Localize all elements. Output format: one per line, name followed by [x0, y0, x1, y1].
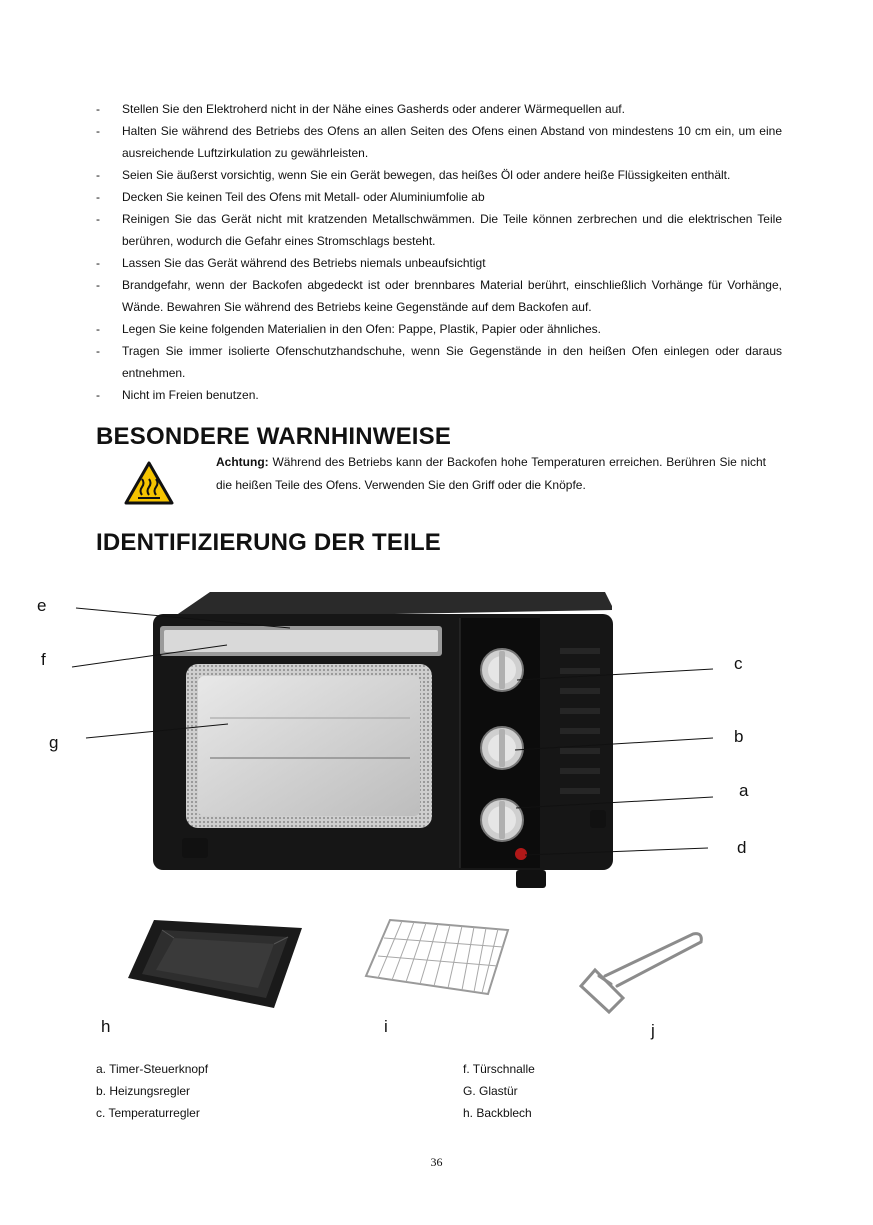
- bullet-item: - Tragen Sie immer isolierte Ofenschutzhandschuhe, wenn Sie Gegenstände in den heißen Ofen einlegen oder daraus entnehmen.: [96, 344, 782, 380]
- callout-c: c: [734, 654, 743, 673]
- bullet-item: - Nicht im Freien benutzen.: [96, 388, 259, 402]
- baking-tray-illustration: [124, 912, 306, 1014]
- warning-text: [216, 451, 766, 497]
- bullet-item: - Reinigen Sie das Gerät nicht mit kratzenden Metallschwämmen. Die Teile können zerbrechen und die elektrischen Teile berühren, wodurch die Gefahr eines Stromschlags besteht.: [96, 212, 782, 248]
- bullet-item: - Decken Sie keinen Teil des Ofens mit Metall- oder Aluminiumfolie ab: [96, 190, 485, 204]
- parts-heading: IDENTIFIZIERUNG DER TEILE: [96, 529, 442, 556]
- parts-legend-left: [96, 1058, 208, 1124]
- warning-label: Achtung:: [216, 455, 269, 469]
- legend-item: h. Backblech: [463, 1106, 532, 1120]
- callout-a: a: [739, 781, 749, 800]
- bullet-item: - Halten Sie während des Betriebs des Ofens an allen Seiten des Ofens einen Abstand von mindestens 10 cm ein, um eine ausreichende Luftzirkulation zu gewährleisten.: [96, 124, 782, 160]
- callout-b: b: [734, 727, 744, 746]
- legend-item: c. Temperaturregler: [96, 1106, 200, 1120]
- bullet-item: - Legen Sie keine folgenden Materialien in den Ofen: Pappe, Plastik, Papier oder ähnliches.: [96, 322, 601, 336]
- oven-illustration: [150, 588, 620, 898]
- page-number: 36: [430, 1155, 443, 1169]
- legend-item: f. Türschnalle: [463, 1062, 535, 1076]
- warning-body: Während des Betriebs kann der Backofen hohe Temperaturen erreichen. Berühren Sie nicht die heißen Teile des Ofens. Verwenden Sie den Griff oder die Knöpfe.: [216, 455, 766, 492]
- callout-j: j: [651, 1021, 655, 1040]
- callout-h: h: [101, 1017, 111, 1036]
- warning-heading: BESONDERE WARNHINWEISE: [96, 423, 452, 450]
- bullet-item: - Brandgefahr, wenn der Backofen abgedeckt ist oder brennbares Material berührt, einschließlich Vorhänge für Vorhänge, Wände. Bewahren Sie während des Betriebs keine Gegenstände auf dem Backofen auf.: [96, 278, 782, 314]
- bullet-item: - Stellen Sie den Elektroherd nicht in der Nähe eines Gasherds oder anderer Wärmequellen auf.: [96, 102, 625, 116]
- tray-handle-illustration: [565, 924, 711, 1020]
- hot-surface-warning-icon: [124, 461, 174, 505]
- callout-i: i: [384, 1017, 388, 1036]
- bullet-item: - Lassen Sie das Gerät während des Betriebs niemals unbeaufsichtigt: [96, 256, 486, 270]
- callout-e: e: [37, 596, 47, 615]
- parts-legend-right: [463, 1058, 535, 1124]
- callout-g: g: [49, 733, 59, 752]
- safety-bullet-list: [96, 98, 782, 406]
- callout-f: f: [41, 650, 46, 669]
- bullet-item: - Seien Sie äußerst vorsichtig, wenn Sie ein Gerät bewegen, das heißes Öl oder andere heiße Flüssigkeiten enthält.: [96, 168, 731, 182]
- wire-rack-illustration: [362, 912, 512, 1002]
- legend-item: a. Timer-Steuerknopf: [96, 1062, 209, 1076]
- callout-d: d: [737, 838, 747, 857]
- legend-item: G. Glastür: [463, 1084, 518, 1098]
- legend-item: b. Heizungsregler: [96, 1084, 191, 1098]
